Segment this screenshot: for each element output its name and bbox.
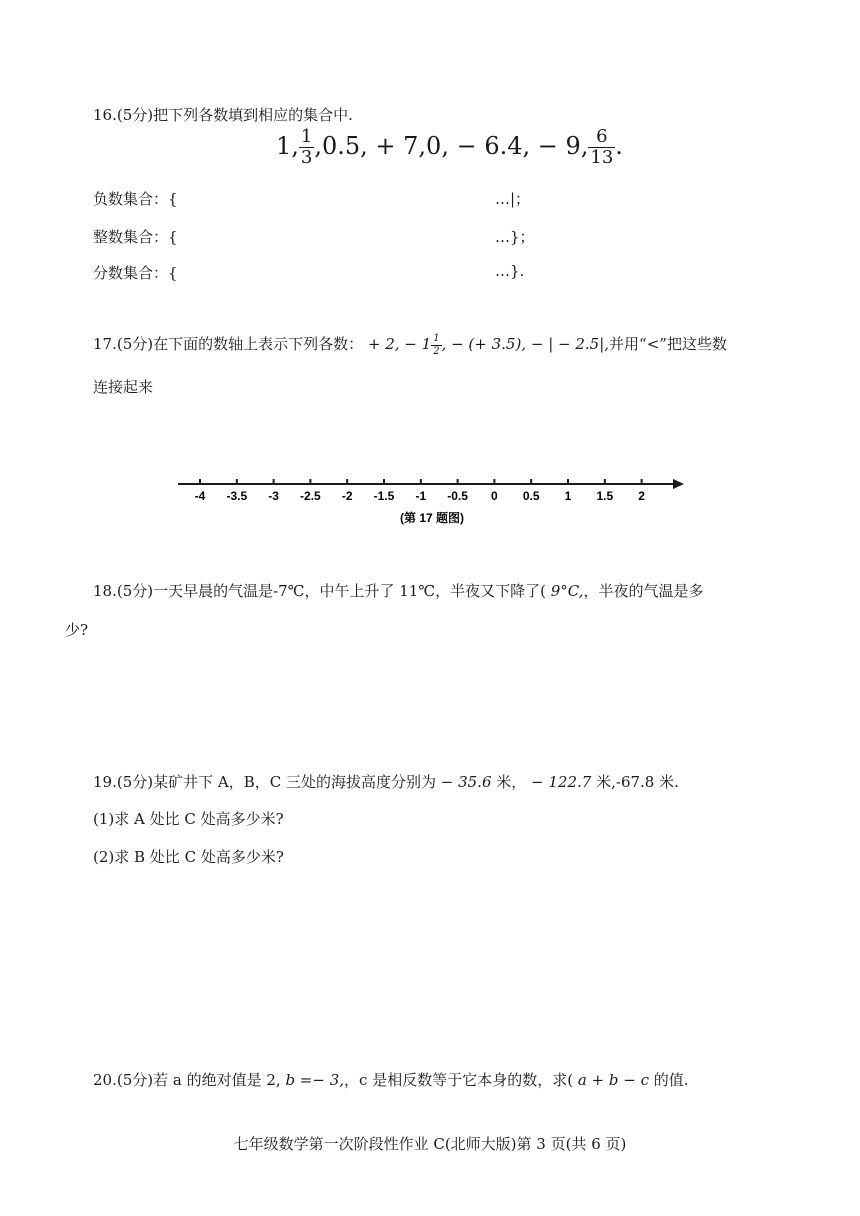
q18-stem-before: 18.(5分)一天早晨的气温是-7℃，中午上升了 11℃，半夜又下降了( <box>93 582 546 600</box>
q17-figure-caption: (第 17 题图) <box>399 511 465 525</box>
q16-set-integer-label: 整数集合：{ <box>93 228 178 246</box>
number-line-tick-label: 0 <box>491 489 498 503</box>
q19-math-2: − 122.7 <box>526 773 597 791</box>
q17-math-after: , − (+ 3.5), − | − 2.5|, <box>441 335 610 353</box>
number-line-tick-label: -0.5 <box>447 489 468 503</box>
q20-stem <box>93 1069 689 1090</box>
q16-set-negative-end: …|； <box>495 190 531 208</box>
q17-stem-line2: 连接起来 <box>93 378 154 396</box>
number-line-tick-label: -2.5 <box>300 489 321 503</box>
q17-stem-after: 并用“<”把这些数 <box>609 335 727 353</box>
q19-stem-mid1: 米， <box>496 773 527 791</box>
q17-frac-den: 2 <box>433 345 440 357</box>
number-line-arrow-icon <box>673 479 684 489</box>
q19-stem <box>93 771 679 792</box>
q16-frac1-den: 3 <box>300 147 313 168</box>
q18-stem-after: ，半夜的气温是多 <box>583 582 704 600</box>
number-line-tick-label: -4 <box>194 489 206 503</box>
q17-stem <box>93 333 727 357</box>
q16-number-list <box>276 128 623 167</box>
number-line-tick-label: -3.5 <box>226 489 248 503</box>
number-line-tick-label: -2 <box>341 489 353 503</box>
q16-numbers-end: . <box>615 132 623 160</box>
q19-subquestion-2: (2)求 B 处比 C 处高多少米? <box>93 848 284 866</box>
q16-stem: 16.(5分)把下列各数填到相应的集合中. <box>93 106 353 124</box>
number-line-tick-label: -3 <box>268 489 279 503</box>
q16-fraction-one-third <box>299 128 314 167</box>
q16-frac2-den: 13 <box>590 147 614 168</box>
number-line-tick-label: 1 <box>564 489 572 503</box>
number-line-tick-label: -1 <box>415 489 427 503</box>
q17-fraction-half <box>431 334 441 357</box>
q20-stem-after: 的值. <box>653 1071 689 1089</box>
q16-set-integer-end: …}； <box>495 228 535 246</box>
page-footer: 七年级数学第一次阶段性作业 C(北师大版)第 3 页(共 6 页) <box>233 1135 627 1153</box>
q19-stem-mid2: 米,-67.8 米. <box>596 773 679 791</box>
q17-stem-before: 17.(5分)在下面的数轴上表示下列各数： <box>93 335 364 353</box>
q18-math: 9°C, <box>545 582 584 600</box>
q20-stem-before: 20.(5分)若 a 的绝对值是 2, <box>93 1071 281 1089</box>
q17-frac-num: 1 <box>433 332 440 344</box>
q16-numbers-before: 1, <box>276 132 299 160</box>
q16-frac2-num: 6 <box>588 128 615 148</box>
number-line-tick-label: 2 <box>638 489 645 503</box>
q19-stem-before: 19.(5分)某矿井下 A，B，C 三处的海拔高度分别为 <box>93 773 436 791</box>
q17-number-line-figure <box>170 470 700 530</box>
number-line-ticks <box>195 479 646 503</box>
number-line-tick-label: -1.5 <box>373 489 395 503</box>
q20-math-2: a + b − c <box>573 1071 654 1089</box>
q16-numbers-mid: ,0.5, + 7,0, − 6.4, − 9, <box>314 132 589 160</box>
q17-math-before: + 2, − 1 <box>363 335 432 353</box>
number-line-tick-label: 0.5 <box>522 489 540 503</box>
q16-fraction-six-thirteenths <box>588 128 615 167</box>
q20-math-1: b =− 3, <box>280 1071 345 1089</box>
number-line-tick-label: 1.5 <box>596 489 614 503</box>
q18-stem-line2: 少? <box>65 621 89 639</box>
q19-subquestion-1: (1)求 A 处比 C 处高多少米? <box>93 810 284 828</box>
q16-set-fraction-label: 分数集合：{ <box>93 264 178 282</box>
q19-math-1: − 35.6 <box>435 773 497 791</box>
q16-frac1-num: 1 <box>300 126 313 147</box>
q18-stem-line1 <box>93 580 704 601</box>
q20-stem-mid: ，c 是相反数等于它本身的数，求( <box>344 1071 574 1089</box>
q17-math <box>363 332 610 357</box>
q16-set-negative-label: 负数集合：{ <box>93 190 178 208</box>
q16-set-fraction-end: …}. <box>495 262 525 280</box>
